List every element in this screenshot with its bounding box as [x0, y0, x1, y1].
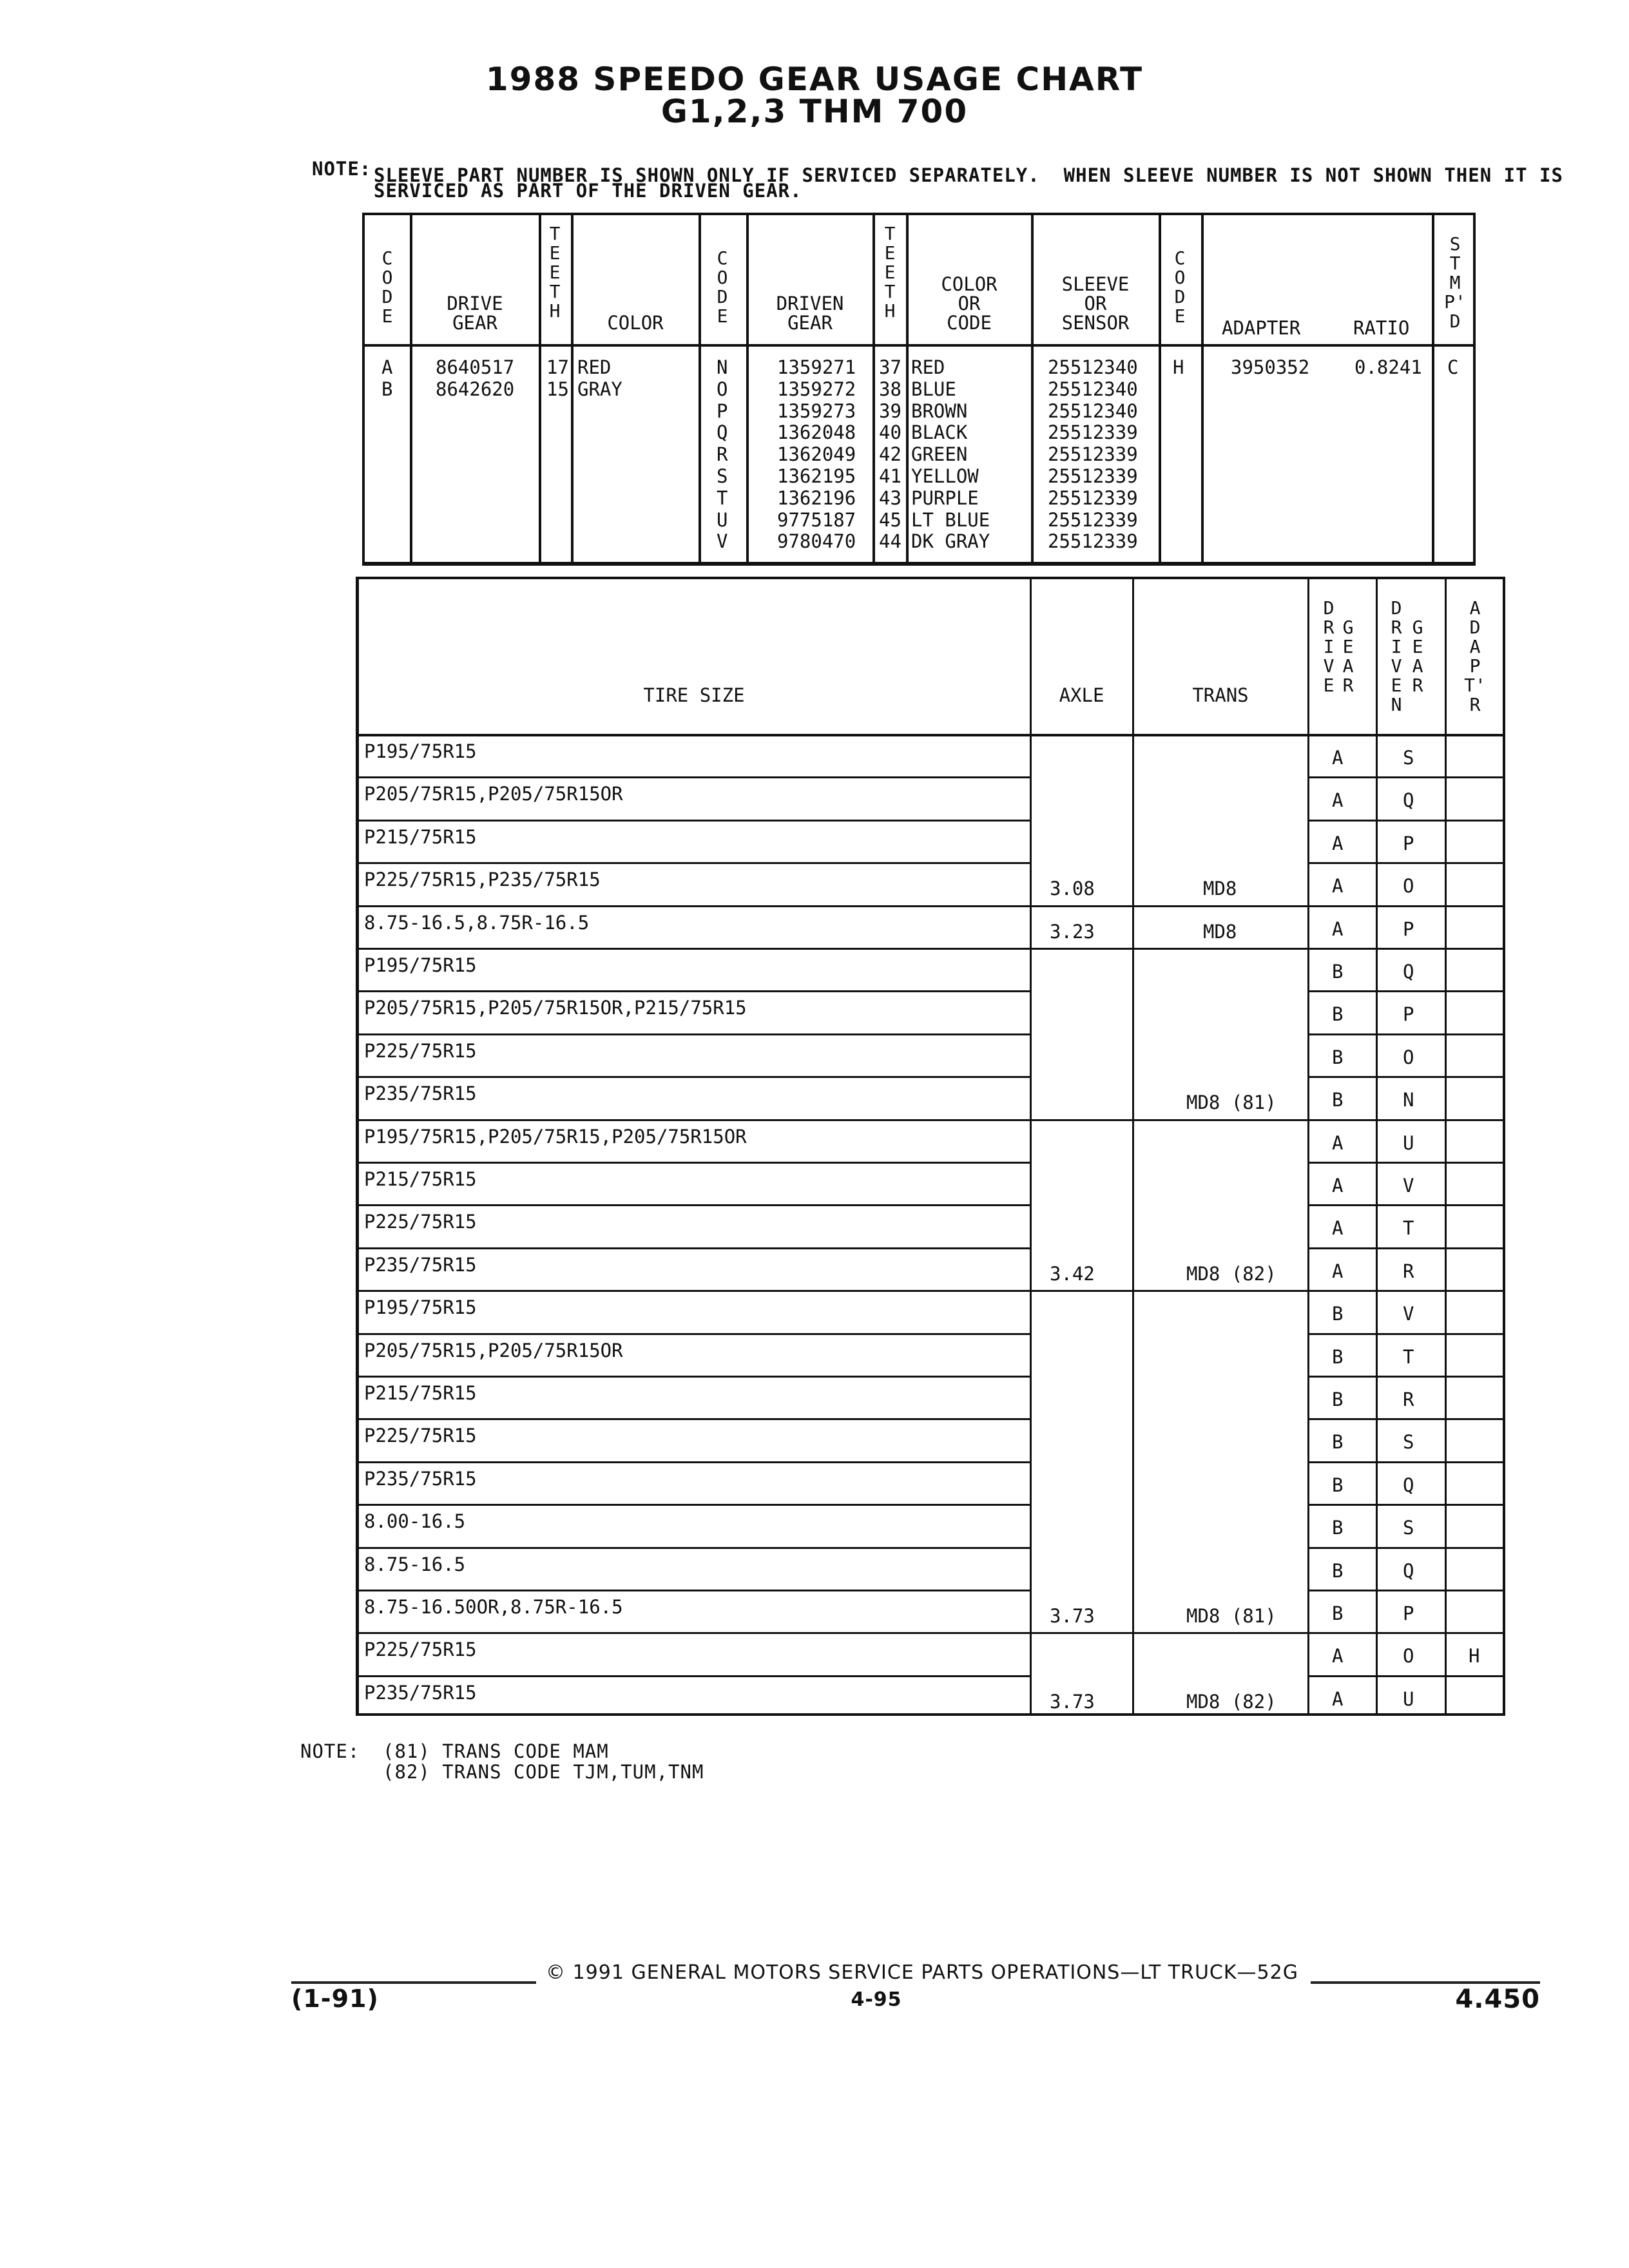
tire-size-cell: P235/75R15 — [364, 1082, 477, 1105]
drive-code-column: A B — [381, 356, 393, 400]
tire-size-cell: P235/75R15 — [364, 1681, 477, 1704]
drive-gear-cell: A — [1332, 1131, 1344, 1154]
driven-code-column: N O P Q R S T U V — [717, 356, 728, 553]
drive-gear-cell: A — [1332, 875, 1344, 898]
driven-gear-cell: Q — [1403, 1474, 1414, 1496]
tire-size-cell: P215/75R15 — [364, 1382, 477, 1404]
adapter-number: 3950352 — [1231, 356, 1310, 378]
driven-gear-cell: V — [1403, 1303, 1414, 1325]
drive-gear-cell: A — [1332, 1645, 1344, 1667]
driven-gear-cell: Q — [1403, 961, 1414, 983]
driven-gear-cell: U — [1403, 1687, 1414, 1710]
driven-gear-cell: S — [1403, 1517, 1414, 1539]
driven-gear-cell: R — [1403, 1260, 1414, 1282]
header-driven-gear: DRIVEN GEAR — [776, 293, 844, 334]
header-color: COLOR — [607, 312, 664, 334]
driven-gear-cell: O — [1403, 1645, 1414, 1667]
drive-gear-cell: B — [1332, 1474, 1344, 1496]
header-driven-letters-2: G E A R — [1412, 617, 1423, 696]
tire-size-cell: P195/75R15,P205/75R15,P205/75R15OR — [364, 1125, 747, 1148]
drive-gear-cell: A — [1332, 789, 1344, 812]
tire-size-cell: P195/75R15 — [364, 1296, 477, 1319]
drive-gear-cell: A — [1332, 1217, 1344, 1240]
axle-cell: 3.08 — [1050, 878, 1095, 900]
header-teeth2: T E E T H — [884, 223, 896, 322]
drive-gear-cell: A — [1332, 1175, 1344, 1196]
top-note-line1: SLEEVE PART NUMBER IS SHOWN ONLY IF SERVICED SEPARATELY. WHEN SLEEVE NUMBER IS NOT SHOWN THEN IT IS — [374, 164, 1563, 186]
drive-gear-cell: B — [1332, 961, 1344, 983]
driven-gear-cell: N — [1403, 1089, 1414, 1111]
drive-gear-cell: B — [1332, 1559, 1344, 1582]
tire-size-cell: P195/75R15 — [364, 954, 477, 976]
page-subtitle: G1,2,3 THM 700 — [660, 93, 969, 130]
tire-size-cell: P225/75R15 — [364, 1639, 477, 1661]
driven-gear-cell: T — [1403, 1217, 1414, 1240]
drive-gear-cell: A — [1332, 1687, 1344, 1710]
sleeve-column: 25512340 25512340 25512340 25512339 25512339 25512339 25512339 25512339 25512339 — [1048, 356, 1138, 553]
drive-gear-cell: B — [1332, 1602, 1344, 1624]
header-drive-letters-1: D R I V E — [1323, 597, 1335, 696]
drive-gear-cell: B — [1332, 1003, 1344, 1026]
header-axle: AXLE — [1059, 684, 1104, 706]
header-code3: C O D E — [1174, 247, 1186, 327]
gear-table — [362, 213, 1476, 566]
tire-size-cell: P215/75R15 — [364, 1168, 477, 1190]
drive-gear-cell: B — [1332, 1089, 1344, 1111]
drive-gear-cell: B — [1332, 1345, 1344, 1368]
trans-cell: MD8 (81) — [1186, 1091, 1277, 1114]
page-title: 1988 SPEEDO GEAR USAGE CHART — [485, 61, 1144, 98]
header-driven-letters-1: D R I V E N — [1391, 597, 1402, 715]
driven-gear-cell: P — [1403, 1003, 1414, 1026]
header-teeth: T E E T H — [549, 223, 561, 322]
top-note-label: NOTE: — [312, 158, 372, 180]
header-adaptr: A D A P T' R — [1464, 597, 1486, 715]
header-stmpd: S T M P' D — [1444, 233, 1466, 332]
drive-gear-cell: B — [1332, 1389, 1344, 1410]
axle-cell: 3.23 — [1050, 920, 1095, 943]
header-color-or-code: COLOR OR CODE — [941, 273, 998, 334]
footer-copyright: © 1991 GENERAL MOTORS SERVICE PARTS OPERATIONS—LT TRUCK—52G — [546, 1961, 1298, 1984]
tire-size-cell: 8.75-16.5 — [364, 1553, 466, 1575]
adapter-code: H — [1173, 356, 1184, 378]
tire-size-cell: P225/75R15 — [364, 1211, 477, 1233]
header-code: C O D E — [381, 247, 393, 327]
drive-teeth-column: 17 15 — [546, 356, 569, 400]
tire-size-cell: P225/75R15 — [364, 1039, 477, 1062]
header-drive-gear: DRIVE GEAR — [447, 293, 503, 334]
drive-gear-cell: A — [1332, 747, 1344, 769]
tire-size-cell: P205/75R15,P205/75R15OR — [364, 783, 623, 805]
drive-color-column: RED GRAY — [577, 356, 622, 400]
driven-color-column: RED BLUE BROWN BLACK GREEN YELLOW PURPLE LT BLUE DK GRAY — [911, 356, 990, 553]
usage-table — [356, 577, 1505, 1716]
driven-gear-column: 1359271 1359272 1359273 1362048 1362049 1362195 1362196 9775187 9780470 — [777, 356, 856, 553]
driven-gear-cell: P — [1403, 1602, 1414, 1624]
header-trans: TRANS — [1192, 684, 1249, 706]
header-tire-size: TIRE SIZE — [643, 684, 745, 706]
header-sleeve-or-sensor: SLEEVE OR SENSOR — [1061, 273, 1130, 334]
drive-gear-cell: B — [1332, 1303, 1344, 1325]
driven-gear-cell: O — [1403, 875, 1414, 898]
driven-gear-cell: S — [1403, 1431, 1414, 1454]
footer-date: (1-91) — [291, 1984, 379, 2013]
tire-size-cell: 8.75-16.50OR,8.75R-16.5 — [364, 1596, 623, 1618]
header-drive-letters-2: G E A R — [1342, 617, 1354, 696]
bottom-note-line1: (81) TRANS CODE MAM — [383, 1740, 609, 1762]
driven-gear-cell: P — [1403, 832, 1414, 854]
tire-size-cell: P225/75R15,P235/75R15 — [364, 869, 601, 891]
tire-size-cell: P235/75R15 — [364, 1253, 477, 1276]
trans-cell: MD8 — [1203, 878, 1237, 900]
trans-cell: MD8 — [1203, 920, 1237, 943]
axle-cell: 3.42 — [1050, 1262, 1095, 1285]
drive-gear-cell: A — [1332, 1260, 1344, 1282]
drive-gear-cell: B — [1332, 1046, 1344, 1068]
drive-gear-cell: B — [1332, 1431, 1344, 1454]
axle-cell: 3.73 — [1050, 1605, 1095, 1627]
drive-gear-cell: A — [1332, 832, 1344, 854]
tire-size-cell: 8.75-16.5,8.75R-16.5 — [364, 911, 590, 934]
drive-gear-cell: B — [1332, 1517, 1344, 1539]
bottom-note-label: NOTE: — [300, 1740, 360, 1762]
footer-section: 4.450 — [1455, 1984, 1540, 2014]
bottom-note-line2: (82) TRANS CODE TJM,TUM,TNM — [383, 1761, 704, 1783]
top-note-line2: SERVICED AS PART OF THE DRIVEN GEAR. — [374, 180, 802, 202]
driven-gear-cell: Q — [1403, 789, 1414, 812]
driven-gear-cell: O — [1403, 1046, 1414, 1068]
adapter-cell: H — [1469, 1645, 1480, 1667]
tire-size-cell: P235/75R15 — [364, 1467, 477, 1490]
driven-gear-cell: Q — [1403, 1559, 1414, 1582]
adapter-ratio: 0.8241 — [1354, 356, 1422, 378]
driven-gear-cell: V — [1403, 1175, 1414, 1196]
axle-cell: 3.73 — [1050, 1690, 1095, 1713]
header-adapter: ADAPTER — [1222, 317, 1301, 339]
driven-gear-cell: S — [1403, 747, 1414, 769]
trans-cell: MD8 (81) — [1186, 1605, 1277, 1627]
driven-gear-cell: U — [1403, 1131, 1414, 1154]
driven-gear-cell: T — [1403, 1345, 1414, 1368]
header-ratio: RATIO — [1353, 317, 1410, 339]
tire-size-cell: 8.00-16.5 — [364, 1510, 466, 1533]
drive-gear-cell: A — [1332, 918, 1344, 940]
header-code2: C O D E — [717, 247, 728, 327]
tire-size-cell: P205/75R15,P205/75R15OR — [364, 1339, 623, 1361]
footer-page: 4-95 — [851, 1988, 902, 2011]
tire-size-cell: P205/75R15,P205/75R15OR,P215/75R15 — [364, 997, 747, 1019]
adapter-stmpd: C — [1447, 356, 1459, 378]
driven-teeth-column: 37 38 39 40 42 41 43 45 44 — [879, 356, 901, 553]
drive-gear-column: 8640517 8642620 — [436, 356, 515, 400]
driven-gear-cell: P — [1403, 918, 1414, 940]
driven-gear-cell: R — [1403, 1389, 1414, 1410]
tire-size-cell: P215/75R15 — [364, 825, 477, 848]
trans-cell: MD8 (82) — [1186, 1262, 1277, 1285]
trans-cell: MD8 (82) — [1186, 1690, 1277, 1713]
tire-size-cell: P195/75R15 — [364, 740, 477, 762]
tire-size-cell: P225/75R15 — [364, 1425, 477, 1447]
